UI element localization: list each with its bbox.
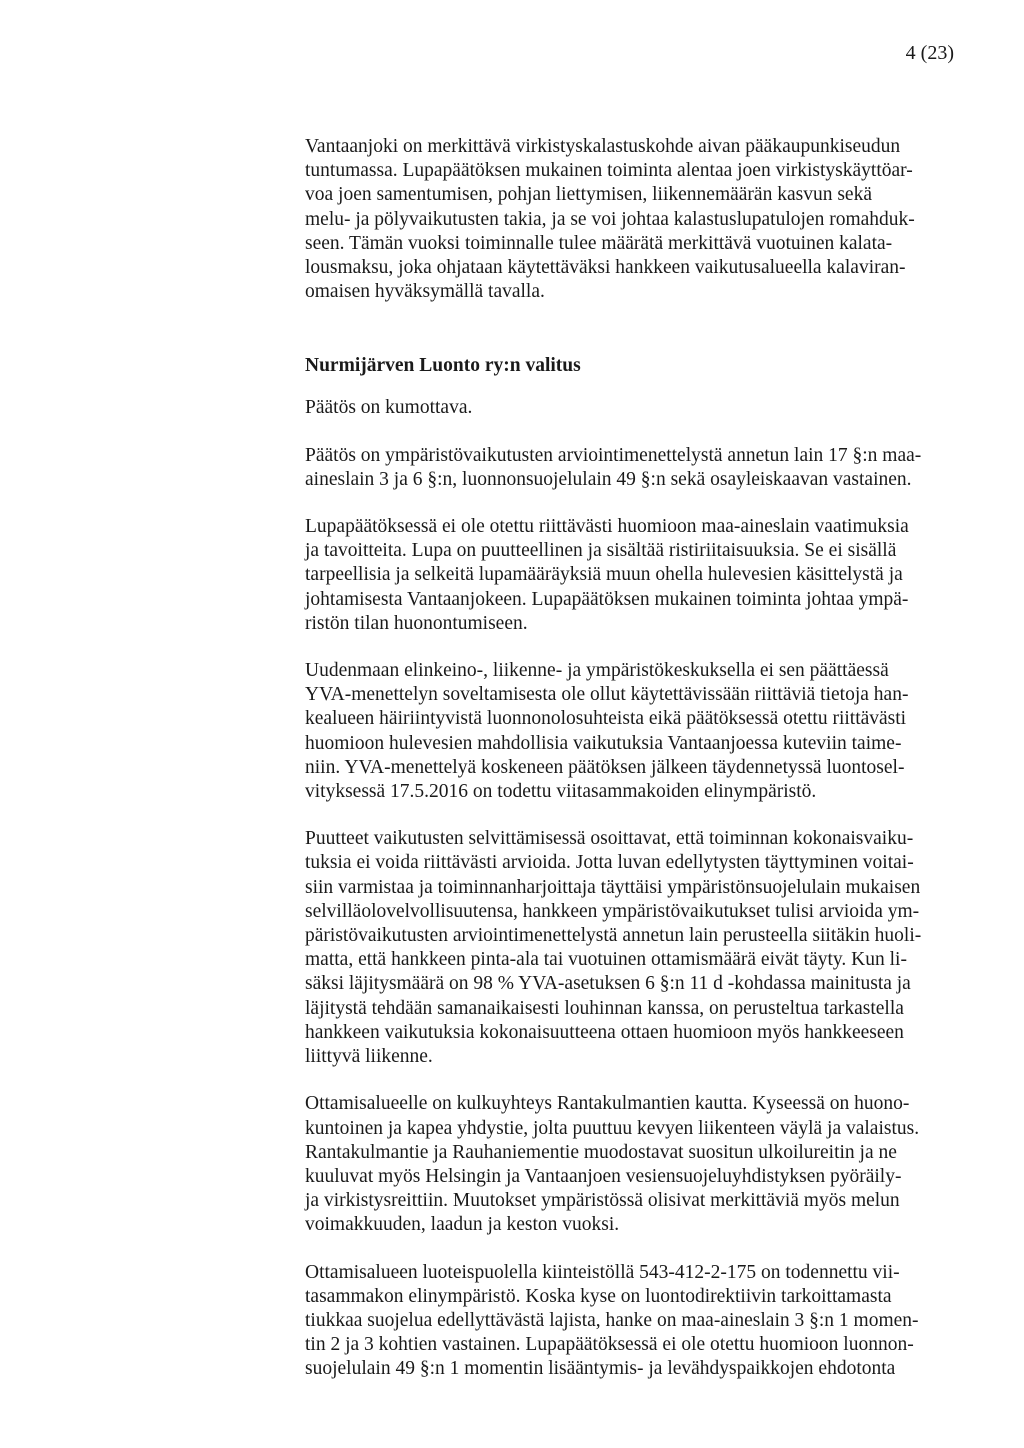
paragraph-moor-frog-habitat: Ottamisalueen luoteispuolella kiinteistöllä 543-412-2-175 on todennettu vii- tasammakon elinympäristö. Koska kyse on luontodirektiivin tarkoittamasta tiukkaa suojelua edellyttävästä lajista, hanke on maa-aineslain 3 §:n 1 momen- tin 2 ja 3 kohtien vastainen. Lupapäätöksessä ei ole otettu huomioon luonnon- suojelulain 49 §:n 1 momentin lisääntymis- ja levähdyspaikkojen ehdotonta: [305, 1261, 919, 1380]
paragraph-access-road: Ottamisalueelle on kulkuyhteys Rantakulmantien kautta. Kyseessä on huono- kuntoinen ja kapea yhdystie, jolta puuttuu kevyen liikenteen väylä ja valaistus. Rantakulmantie ja Rauhaniementie muodostavat suositun ulkoilureitin ja ne kuuluvat myös Helsingin ja Vantaanjoen vesiensuojeluyhdistyksen pyöräily- ja virkistysreittiin. Muutokset ympäristössä olisivat merkittäviä myös melun voimakkuuden, laadun ja keston vuoksi.: [305, 1093, 920, 1236]
paragraph-fishing-fee: Vantaanjoki on merkittävä virkistyskalastuskohde aivan pääkaupunkiseudun tuntumassa. Lupapäätöksen mukainen toiminta alentaa joen virkistyskäyttöar- voa joen samentumisen, pohjan liettymisen, liikennemäärän kasvun sekä melu- ja pölyvaikutusten takia, ja se voi johtaa kalastuslupatulojen romahduk- seen. Tämän vuoksi toiminnalle tulee määrätä merkittävä vuotuinen kalata- lousmaksu, joka ohjataan käytettäväksi hankkeen vaikutusalueella kalaviran- omaisen hyväksymällä tavalla.: [305, 136, 915, 303]
section-heading: Nurmijärven Luonto ry:n valitus: [305, 355, 581, 377]
document-body: [305, 135, 957, 1382]
paragraph-demand: Päätös on kumottava.: [305, 397, 473, 419]
paragraph-impact-assessment: Puutteet vaikutusten selvittämisessä osoittavat, että toiminnan kokonaisvaiku- tuksia ei voida riittävästi arvioida. Jotta luvan edellytysten täyttyminen voitai- siin varmistaa ja toiminnanharjoittaja täyttäisi ympäristönsuojelulain mukaisen selvilläolovelvollisuutensa, hankkeen ympäristövaikutukset tulisi arvioida ym- päristövaikutusten arviointimenettelystä annetun lain perusteella siitäkin huoli- matta, että hankkeen pinta-ala tai vuotuinen ottamismäärä eivät täyty. Kun li- säksi läjitysmäärä on 98 % YVA-asetuksen 6 §:n 11 d -kohdassa mainitusta ja läjitystä tehdään samanaikaisesti louhinnan kanssa, on perusteltua tarkastella hankkeen vaikutuksia kokonaisuutteena ottaen huomioon myös hankkeeseen liittyvä liikenne.: [305, 828, 922, 1068]
paragraph-permit-deficiencies: Lupapäätöksessä ei ole otettu riittävästi huomioon maa-aineslain vaatimuksia ja tavoitteita. Lupa on puutteellinen ja sisältää ristiriitaisuuksia. Se ei sisällä tarpeellisia ja selkeitä lupamääräyksiä muun ohella hulevesien käsittelystä ja johtamisesta Vantaanjokeen. Lupapäätöksen mukainen toiminta johtaa ympä- ristön tilan huonontumiseen.: [305, 516, 909, 634]
page-number: 4 (23): [905, 42, 954, 64]
paragraph-eia-procedure: Uudenmaan elinkeino-, liikenne- ja ympäristökeskuksella ei sen päättäessä YVA-menettelyn soveltamisesta ole ollut käytettävissään riittäviä tietoja han- kealueen häiriintyvistä luonnonolosuhteista eikä päätöksessä otettu riittävästi huomioon hulevesien mahdollisia vaikutuksia Vantaanjoessa kuteviin taime- niin. YVA-menettelyä koskeneen päätöksen jälkeen täydennetyssä luontosel- vityksessä 17.5.2016 on todettu viitasammakoiden elinympäristö.: [305, 660, 909, 803]
paragraph-legal-basis: Päätös on ympäristövaikutusten arviointimenettelystä annetun lain 17 §:n maa- aineslain 3 ja 6 §:n, luonnonsuojelulain 49 §:n sekä osayleiskaavan vastainen.: [305, 444, 922, 490]
